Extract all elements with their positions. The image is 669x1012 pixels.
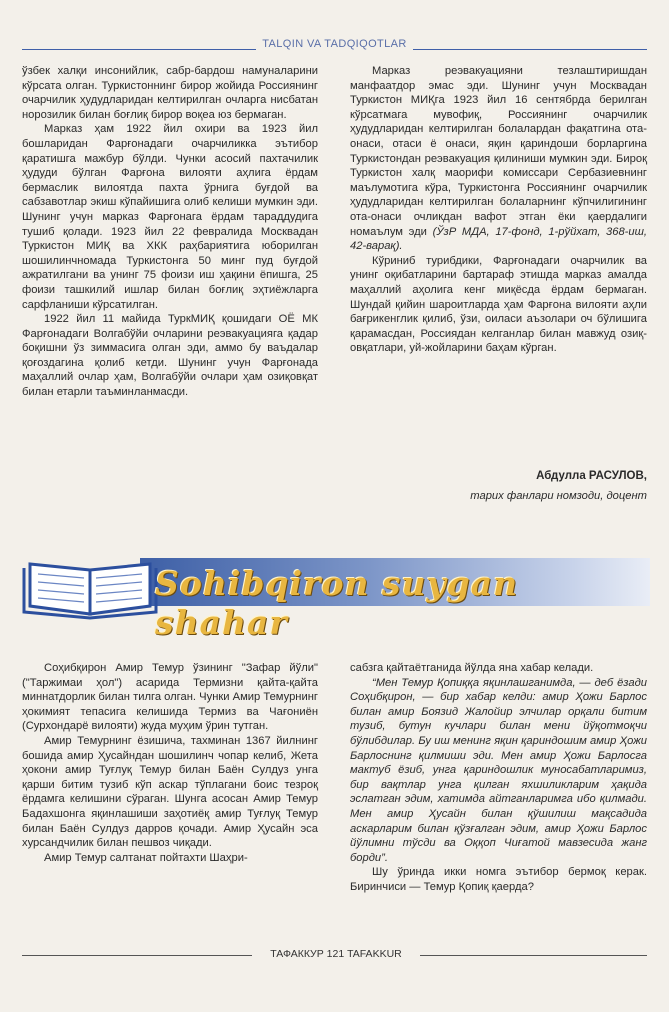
- paragraph: Амир Темур салтанат пойтахти Шаҳри-: [44, 851, 248, 864]
- running-header: TALQIN VA TADQIQOTLAR: [0, 38, 669, 50]
- paragraph: Марказ ҳам 1922 йил охири ва 1923 йил бошларидан Фарғонадаги очарчиликка эътибор қаратишга мажбур бўлди. Чунки асосий пахтачилик ҳудуди бўлган Фарғона вилояти аҳлига ёрдам бермаслик вилоятда пахта ўрнига буғдой ва сабзавотлар экиш кўпайишига олиб келиши мумкин эди. Шунинг учун марказ Фарғонага ёрдам тараддудига тушиб қолади. 1923 йил 22 февралида Москвадан Туркистон МИҚ ва ХКК раҳбариятига юборилган шошилинчномада Туркистонга 50 минг пуд буғдой ажратилгани ва унинг 75 фоизи иш ҳақини ёпишга, 25 фоизи ташкилий ишлар билан боғлиқ эҳтиёжларга сарфланиши кўрсатилган.: [22, 123, 318, 311]
- footer-rule-right: [420, 955, 647, 956]
- bottom-right-column: [350, 661, 647, 895]
- bottom-left-column: [22, 661, 318, 865]
- quotation: “Мен Темур Қопиққа яқинлашганимда, — деб ёзади Соҳибқирон, — бир хабар келди: амир Ҳожи Барлос билан амир Боязид Жалойир элчилар орқали битим тузиб, бутун кучлари билан мени йўқотмоқчи бўлибдилар. Бу иш менинг яқин қариндошим амир Ҳожи Барлоснинг қилмиши эди. Мен амир Ҳожи Барлосга мактуб ёзиб, унга қариндошлик муносабатларимиз, бир вақтлар унга қилган яхшиликларим ҳақида эслатган эдим, хатимда айтганларимга ибо қилмади. Мен амир Ҳусайн билан қўшилиш мақсадида аскарларим билан қўзғалган эдим, амир Ҳожи Барлос йўлимни тўсди ва Оққоп Чиғатой мавзесида жанг борди”.: [350, 676, 647, 864]
- author-name: Абдулла РАСУЛОВ,: [536, 470, 647, 482]
- top-left-column: [22, 64, 318, 400]
- paragraph: Шу ўринда икки номга эътибор бермоқ керак. Биринчиси — Темур Қопиқ қаерда?: [350, 866, 647, 893]
- page-footer: ТАФАККУР 121 TAFAKKUR: [270, 948, 402, 960]
- top-right-column: [350, 64, 647, 356]
- paragraph-text: Марказ реэвакуацияни тезлаштиришдан манфаатдор эмас эди. Шунинг учун Москвадан Туркистон МИҚга 1923 йил 16 сентябрда берилган кўрсатмага мувофиқ, Россиянинг очарчилик ҳудудларидан келтирилган болалардан фақатгина ота-онаси, отаси ё онаси, яқин қариндоши борларгина Туркистондан реэвакуация қилиниши мумкин эди. Бироқ Туркистон халқ маорифи комиссари Сербазиевнинг маълумотига кўра, Туркистонга Россиянинг очарчилик ҳудудларидан келтирилган болаларнинг кўпчилигининг ота-онаси очликдан вафот этган ёки қаердалиги номаълум эди: [350, 65, 647, 238]
- article-title: Sohibqiron suygan shahar: [155, 564, 519, 642]
- paragraph: Соҳибқирон Амир Темур ўзининг "Зафар йўли" ("Таржимаи ҳол") асарида Термизни қайта-қайта миннатдорлик билан тилга олган. Чунки Амир Темурнинг ҳокимият тепасига келишида Термиз ва Чағониён (Сурхондарё вилояти) жуда муҳим ўрин тутган.: [22, 662, 318, 733]
- archive-reference: (ЎзР МДА, 17-фонд, 1-рўйхат, 368-иш, 42-варақ).: [350, 225, 648, 253]
- author-title: тарих фанлари номзоди, доцент: [470, 490, 647, 502]
- paragraph: [350, 64, 647, 254]
- paragraph: сабзга қайтаётганида йўлда яна хабар келади.: [350, 662, 594, 674]
- paragraph: Амир Темурнинг ёзишича, тахминан 1367 йилнинг бошида амир Ҳусайндан шошилинч чопар келиб, Жета ҳокони амир Туғлуқ Темур билан Баён Сулдуз унга қарши битим тузиб кўп аскар тўплагани боис тезроқ ёрдамга келишини сўраган. Шунга асосан Амир Темур Бадахшонга яқинлашиши заҳотиёқ амир Туғлуқ Темур билан Баён Сулдуз дарров қочади. Амир Ҳусайн эса хурсандчилик билан пешвоз чиқади.: [22, 734, 318, 850]
- footer-rule-left: [22, 955, 252, 956]
- paragraph: Кўриниб турибдики, Фарғонадаги очарчилик ва унинг оқибатларини бартараф этишда марказ амалда маҳаллий аҳолига кенг миқёсда ёрдам бермаган. Шундай қийин шароитларда ҳам Фарғона вилояти аҳли бағрикенглик қилиб, ўзи, оиласи аъзолари оч бўлишига қарамасдан, Россиядан келганлар билан мавжуд озиқ-овқатлари, уй-жойларини баҳам кўрган.: [350, 254, 647, 355]
- open-book-icon: [20, 548, 170, 620]
- paragraph: 1922 йил 11 майида ТуркМИҚ қошидаги ОЁ МК Фарғонадаги Волгабўйи очларини реэвакуацияга қадар боқишни ўз зиммасига олган эди, аммо бу ваъдалар қоғоздагина қолиб кетди. Шунинг учун Фарғонада маҳаллий очлар ҳам, Волгабўйи очлари ҳам озиқовқат билан етарли таъминланмасди.: [22, 313, 318, 399]
- paragraph: ўзбек халқи инсонийлик, сабр-бардош намуналарини кўрсата олган. Туркистоннинг бирор жойида Россиянинг очарчилик ҳудудларидан келтирилган очларга нисбатан норозилик билан боғлиқ бирор воқеа юз бермаган.: [22, 65, 318, 121]
- section-banner: [20, 548, 650, 642]
